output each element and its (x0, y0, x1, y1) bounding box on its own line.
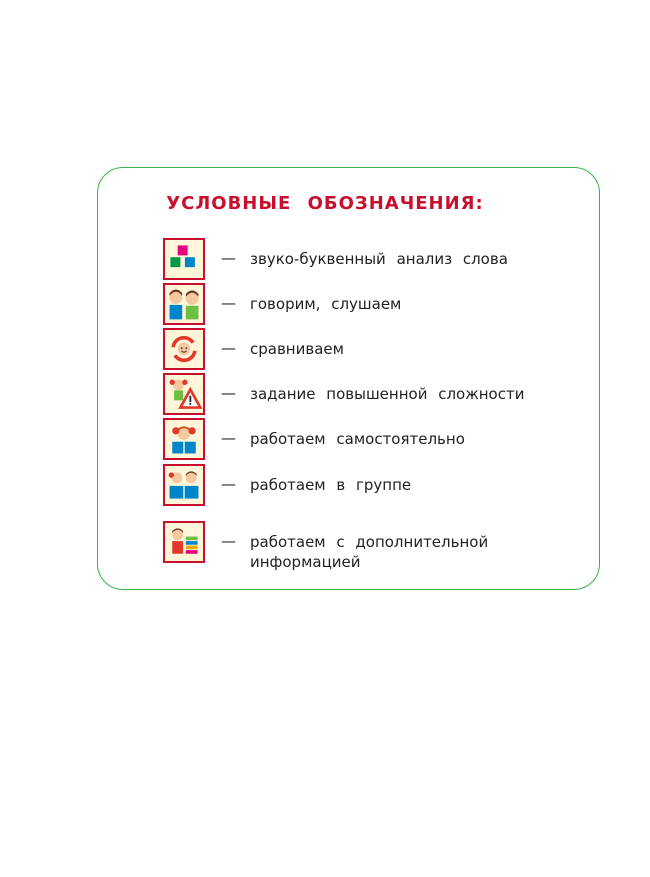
legend-item-additional-info (163, 521, 583, 581)
legend-item-text: работаем самостоятельно (250, 430, 465, 448)
boy-with-books-icon (163, 521, 205, 563)
legend-item-text: работаем в группе (250, 476, 412, 494)
legend-item-text: сравниваем (250, 340, 344, 358)
legend-item-text: задание повышенной сложности (250, 385, 525, 403)
warning-girl-icon (163, 373, 205, 415)
legend-item-speaking-listening (163, 283, 583, 325)
group-reading-icon (163, 464, 205, 506)
legend-item-text: звуко-буквенный анализ слова (250, 250, 508, 268)
dash: — (221, 249, 236, 267)
dash: — (221, 429, 236, 447)
legend-item-group-work (163, 464, 583, 506)
letter-blocks-icon (163, 238, 205, 280)
legend-item-independent-work (163, 418, 583, 460)
talking-listening-icon (163, 283, 205, 325)
girl-reading-icon (163, 418, 205, 460)
legend-item-compare (163, 328, 583, 370)
dash: — (221, 384, 236, 402)
legend-item-text: говорим, слушаем (250, 295, 402, 313)
dash: — (221, 532, 236, 550)
dash: — (221, 475, 236, 493)
dash: — (221, 339, 236, 357)
legend-item-advanced-task (163, 373, 583, 415)
legend-item-sound-letter-analysis (163, 238, 583, 280)
legend-title: УСЛОВНЫЕ ОБОЗНАЧЕНИЯ: (166, 193, 484, 214)
legend-item-text: работаем с дополнительной информацией (250, 533, 489, 571)
dash: — (221, 294, 236, 312)
compare-arrows-icon (163, 328, 205, 370)
